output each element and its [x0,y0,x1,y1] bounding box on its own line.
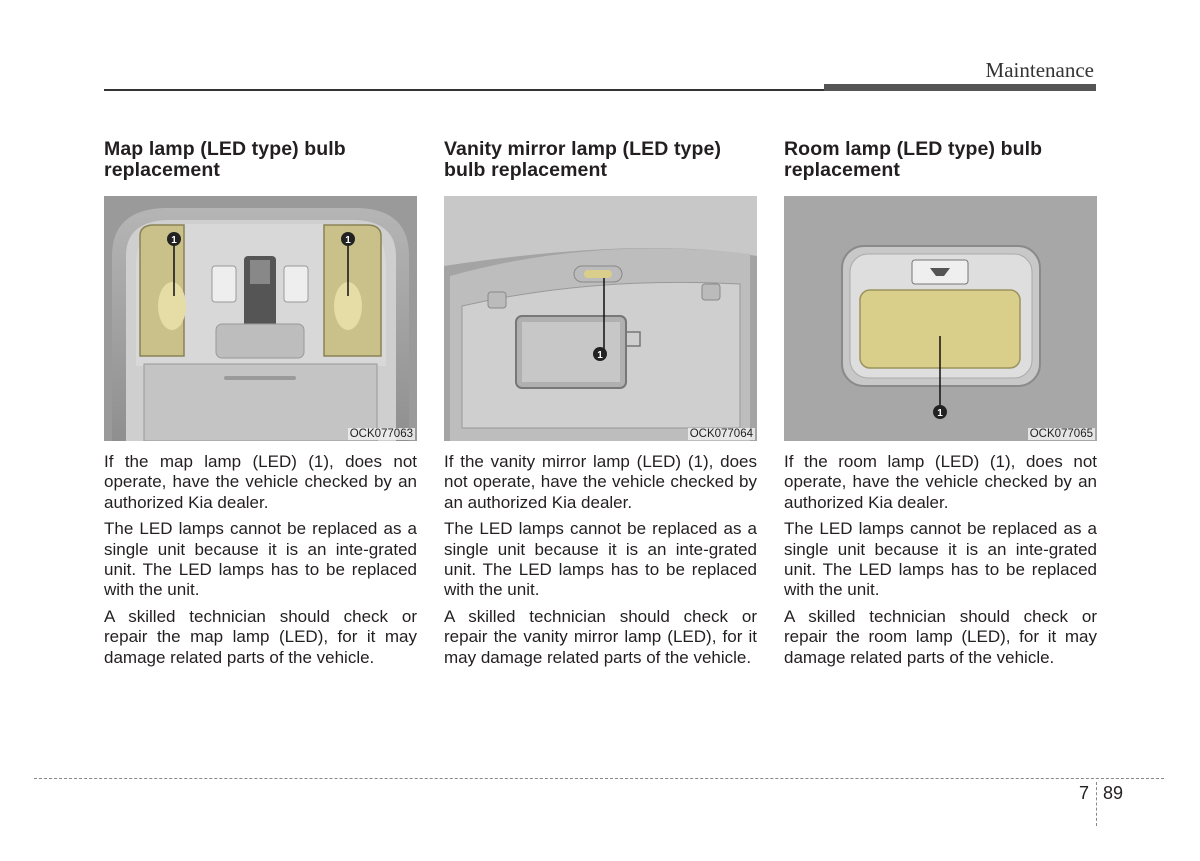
figure-room-lamp [784,196,1097,441]
section-number: 7 [1079,783,1090,803]
heading-map-lamp: Map lamp (LED type) bulb replacement [104,138,346,181]
map-lamp-illustration [104,196,417,441]
paragraph: The LED lamps cannot be replaced as a single unit because it is an inte-grated unit. The LED lamps has to be replaced with the unit. [784,519,1097,600]
column-map-lamp [104,139,417,674]
header-rule [104,89,824,91]
paragraph: A skilled technician should check or repair the vanity mirror lamp (LED), for it may damage related parts of the vehicle. [444,606,757,667]
page-number: 89 [1103,783,1124,803]
figure-code: OCK077065 [1029,428,1093,440]
paragraph: The LED lamps cannot be replaced as a single unit because it is an inte-grated unit. The LED lamps has to be replaced with the unit. [104,519,417,600]
callout-1: 1 [597,350,603,361]
header-rule-tab [824,84,1096,91]
footer-rule [34,778,1164,779]
body-text [104,452,417,668]
paragraph: If the room lamp (LED) (1), does not operate, have the vehicle checked by an authorized Kia dealer. [784,452,1097,512]
vanity-mirror-illustration [444,196,757,441]
figure-vanity-mirror-lamp [444,196,757,441]
room-lamp-illustration [784,196,1097,441]
page-number-divider [1096,782,1097,826]
figure-map-lamp [104,196,417,441]
column-vanity-mirror-lamp [444,139,757,674]
heading-vanity-mirror-lamp: Vanity mirror lamp (LED type) bulb replacement [444,138,722,181]
callout-1: 1 [171,235,177,246]
figure-code: OCK077064 [689,428,753,440]
section-title: Maintenance [985,58,1094,82]
callout-1: 1 [937,408,943,419]
paragraph: A skilled technician should check or repair the map lamp (LED), for it may damage related parts of the vehicle. [104,606,417,667]
figure-code: OCK077063 [349,428,413,440]
paragraph: The LED lamps cannot be replaced as a single unit because it is an inte-grated unit. The LED lamps has to be replaced with the unit. [444,519,757,600]
paragraph: A skilled technician should check or repair the room lamp (LED), for it may damage related parts of the vehicle. [784,606,1097,667]
body-text [784,452,1097,668]
body-text [444,452,757,668]
paragraph: If the vanity mirror lamp (LED) (1), does not operate, have the vehicle checked by an authorized Kia dealer. [444,452,757,512]
paragraph: If the map lamp (LED) (1), does not operate, have the vehicle checked by an authorized Kia dealer. [104,452,417,512]
callout-1: 1 [345,235,351,246]
column-room-lamp [784,139,1097,674]
heading-room-lamp: Room lamp (LED type) bulb replacement [784,138,1043,181]
